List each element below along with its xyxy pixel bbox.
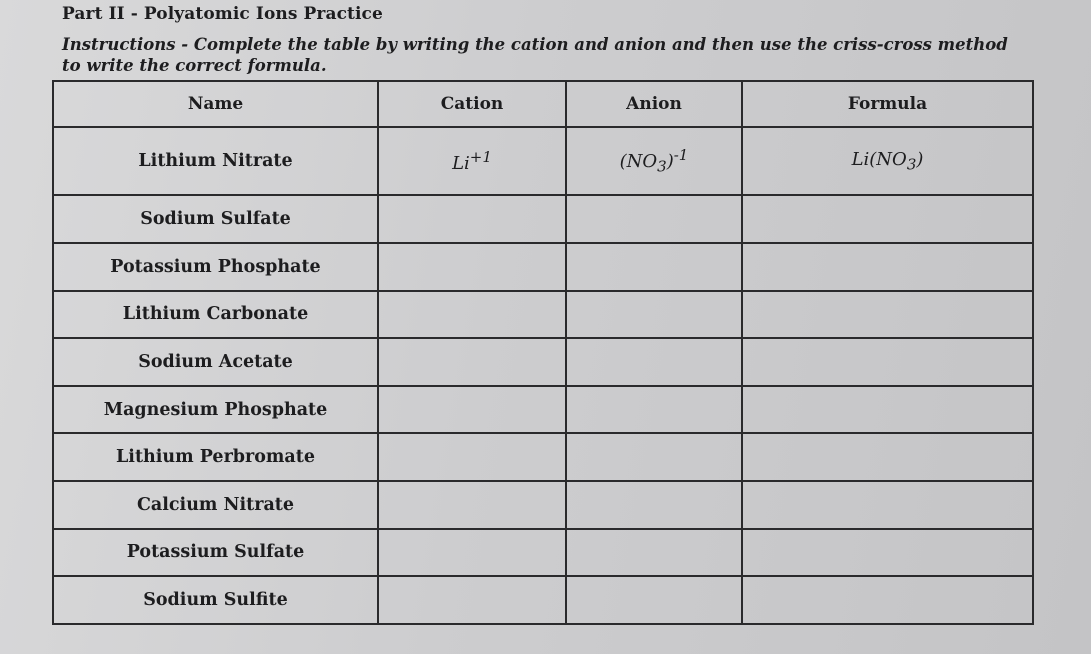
row-formula-cell[interactable] [742,195,1033,243]
column-header-anion: Anion [566,81,742,127]
row-cation-cell[interactable] [378,433,566,481]
row-name-cell: Potassium Phosphate [53,243,378,291]
row-formula-cell[interactable] [742,291,1033,339]
table-row [53,338,1033,386]
row-anion-cell[interactable] [566,338,742,386]
table-row [53,127,1033,195]
table-row [53,481,1033,529]
ions-table [52,80,1034,625]
row-name-cell: Calcium Nitrate [53,481,378,529]
table-row [53,529,1033,577]
row-formula-cell[interactable] [742,481,1033,529]
row-anion-cell[interactable]: $(NO_3)^{-1}$ [566,127,742,195]
row-name-cell: Lithium Carbonate [53,291,378,339]
row-anion-cell[interactable] [566,243,742,291]
row-cation-cell[interactable] [378,291,566,339]
table-row [53,291,1033,339]
row-anion-cell[interactable] [566,433,742,481]
row-name-cell: Potassium Sulfate [53,529,378,577]
row-cation-cell[interactable] [378,529,566,577]
row-cation-cell[interactable] [378,338,566,386]
row-anion-cell[interactable] [566,291,742,339]
row-anion-cell[interactable] [566,481,742,529]
row-name-cell: Sodium Sulfate [53,195,378,243]
column-header-name: Name [53,81,378,127]
row-cation-cell[interactable] [378,386,566,434]
table-header-row [53,81,1033,127]
table-row [53,433,1033,481]
row-anion-cell[interactable] [566,529,742,577]
row-name-cell: Lithium Nitrate [53,127,378,195]
row-name-cell: Lithium Perbromate [53,433,378,481]
table-row [53,386,1033,434]
column-header-cation: Cation [378,81,566,127]
row-formula-cell[interactable]: $Li(NO_3)$ [742,127,1033,195]
row-name-cell: Magnesium Phosphate [53,386,378,434]
row-formula-cell[interactable] [742,338,1033,386]
column-header-formula: Formula [742,81,1033,127]
row-anion-cell[interactable] [566,195,742,243]
row-formula-cell[interactable] [742,433,1033,481]
row-formula-cell[interactable] [742,386,1033,434]
row-name-cell: Sodium Sulfite [53,576,378,624]
row-cation-cell[interactable] [378,243,566,291]
row-formula-cell[interactable] [742,243,1033,291]
row-cation-cell[interactable] [378,576,566,624]
row-anion-cell[interactable] [566,576,742,624]
table-row [53,243,1033,291]
table-row [53,576,1033,624]
row-cation-cell[interactable] [378,481,566,529]
row-cation-cell[interactable] [378,195,566,243]
row-name-cell: Sodium Acetate [53,338,378,386]
row-anion-cell[interactable] [566,386,742,434]
worksheet-heading: Part II - Polyatomic Ions Practice [62,4,383,24]
row-formula-cell[interactable] [742,529,1033,577]
table-row [53,195,1033,243]
table-body [53,127,1033,624]
row-formula-cell[interactable] [742,576,1033,624]
worksheet-instructions: Instructions - Complete the table by writing the cation and anion and then use the criss-cross method to write the correct formula. [62,35,1008,75]
row-cation-cell[interactable]: $Li^{+1}$ [378,127,566,195]
